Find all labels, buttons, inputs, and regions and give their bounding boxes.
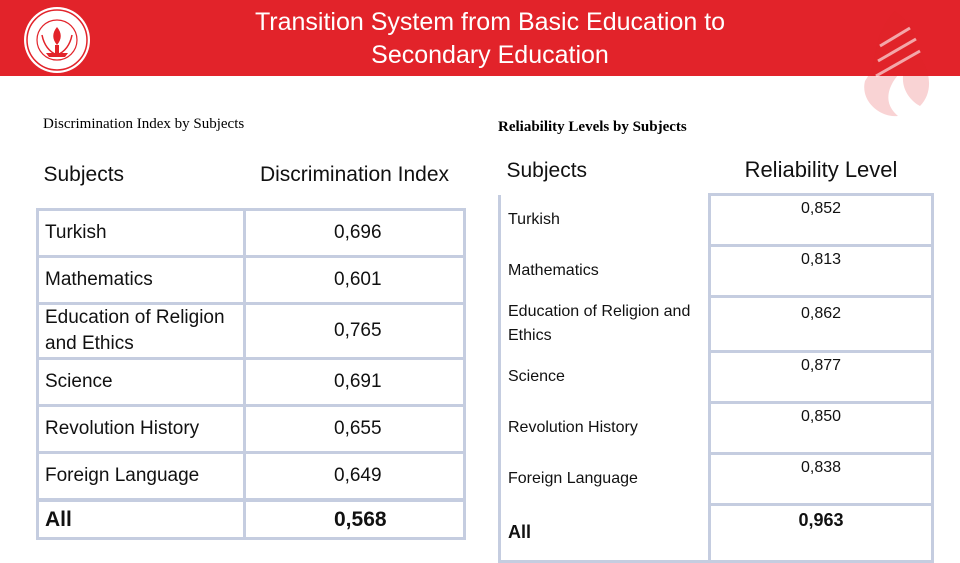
subject-cell: Turkish — [500, 195, 710, 246]
value-cell: 0,649 — [245, 453, 465, 501]
subject-cell: Foreign Language — [38, 453, 245, 501]
subject-cell: Education of Religion and Ethics — [38, 304, 245, 359]
table-row — [500, 403, 933, 454]
subject-cell: Revolution History — [500, 403, 710, 454]
reliability-section-title: Reliability Levels by Subjects — [498, 119, 687, 135]
subject-cell: Science — [500, 352, 710, 403]
subject-cell: Science — [38, 359, 245, 406]
subject-cell: Revolution History — [38, 406, 245, 453]
ministry-logo — [12, 5, 102, 75]
subject-cell: Mathematics — [500, 246, 710, 297]
table-row-total — [38, 500, 465, 539]
reliability-level-table — [498, 147, 934, 563]
value-cell: 0,655 — [245, 406, 465, 453]
table-row — [500, 246, 933, 297]
subject-cell: Turkish — [38, 210, 245, 257]
flame-icon — [850, 6, 940, 121]
discrimination-index-table — [36, 142, 466, 540]
subject-cell: Education of Religion and Ethics — [500, 297, 710, 352]
column-header-subjects: Subjects — [506, 158, 588, 182]
value-cell: 0,813 — [710, 246, 933, 297]
value-cell: 0,862 — [710, 297, 933, 352]
header-banner — [0, 0, 960, 76]
value-cell: 0,838 — [710, 454, 933, 505]
value-cell: 0,691 — [245, 359, 465, 406]
value-cell: 0,601 — [245, 257, 465, 304]
value-cell: 0,568 — [245, 500, 465, 539]
value-cell: 0,696 — [245, 210, 465, 257]
column-header-reliability-level: Reliability Level — [744, 157, 898, 182]
table-row — [38, 453, 465, 501]
value-cell: 0,877 — [710, 352, 933, 403]
value-cell: 0,852 — [710, 195, 933, 246]
table-row — [38, 257, 465, 304]
table-row — [500, 352, 933, 403]
subject-cell: Foreign Language — [500, 454, 710, 505]
subject-cell: Mathematics — [38, 257, 245, 304]
column-header-discrimination-index: Discrimination Index — [259, 163, 450, 186]
table-row-total — [500, 505, 933, 562]
subject-cell: All — [38, 500, 245, 539]
value-cell: 0,963 — [710, 505, 933, 562]
table-row — [38, 304, 465, 359]
table-row — [500, 297, 933, 352]
table-row — [500, 454, 933, 505]
table-row — [38, 359, 465, 406]
table-row — [500, 195, 933, 246]
table-header-row — [38, 142, 465, 210]
discrimination-section-title: Discrimination Index by Subjects — [43, 116, 245, 132]
subject-cell: All — [500, 505, 710, 562]
table-row — [38, 406, 465, 453]
column-header-subjects: Subjects — [43, 163, 125, 186]
value-cell: 0,765 — [245, 304, 465, 359]
value-cell: 0,850 — [710, 403, 933, 454]
page-title: Transition System from Basic Education to Secondary Education — [254, 8, 726, 69]
table-row — [38, 210, 465, 257]
table-header-row — [500, 147, 933, 195]
